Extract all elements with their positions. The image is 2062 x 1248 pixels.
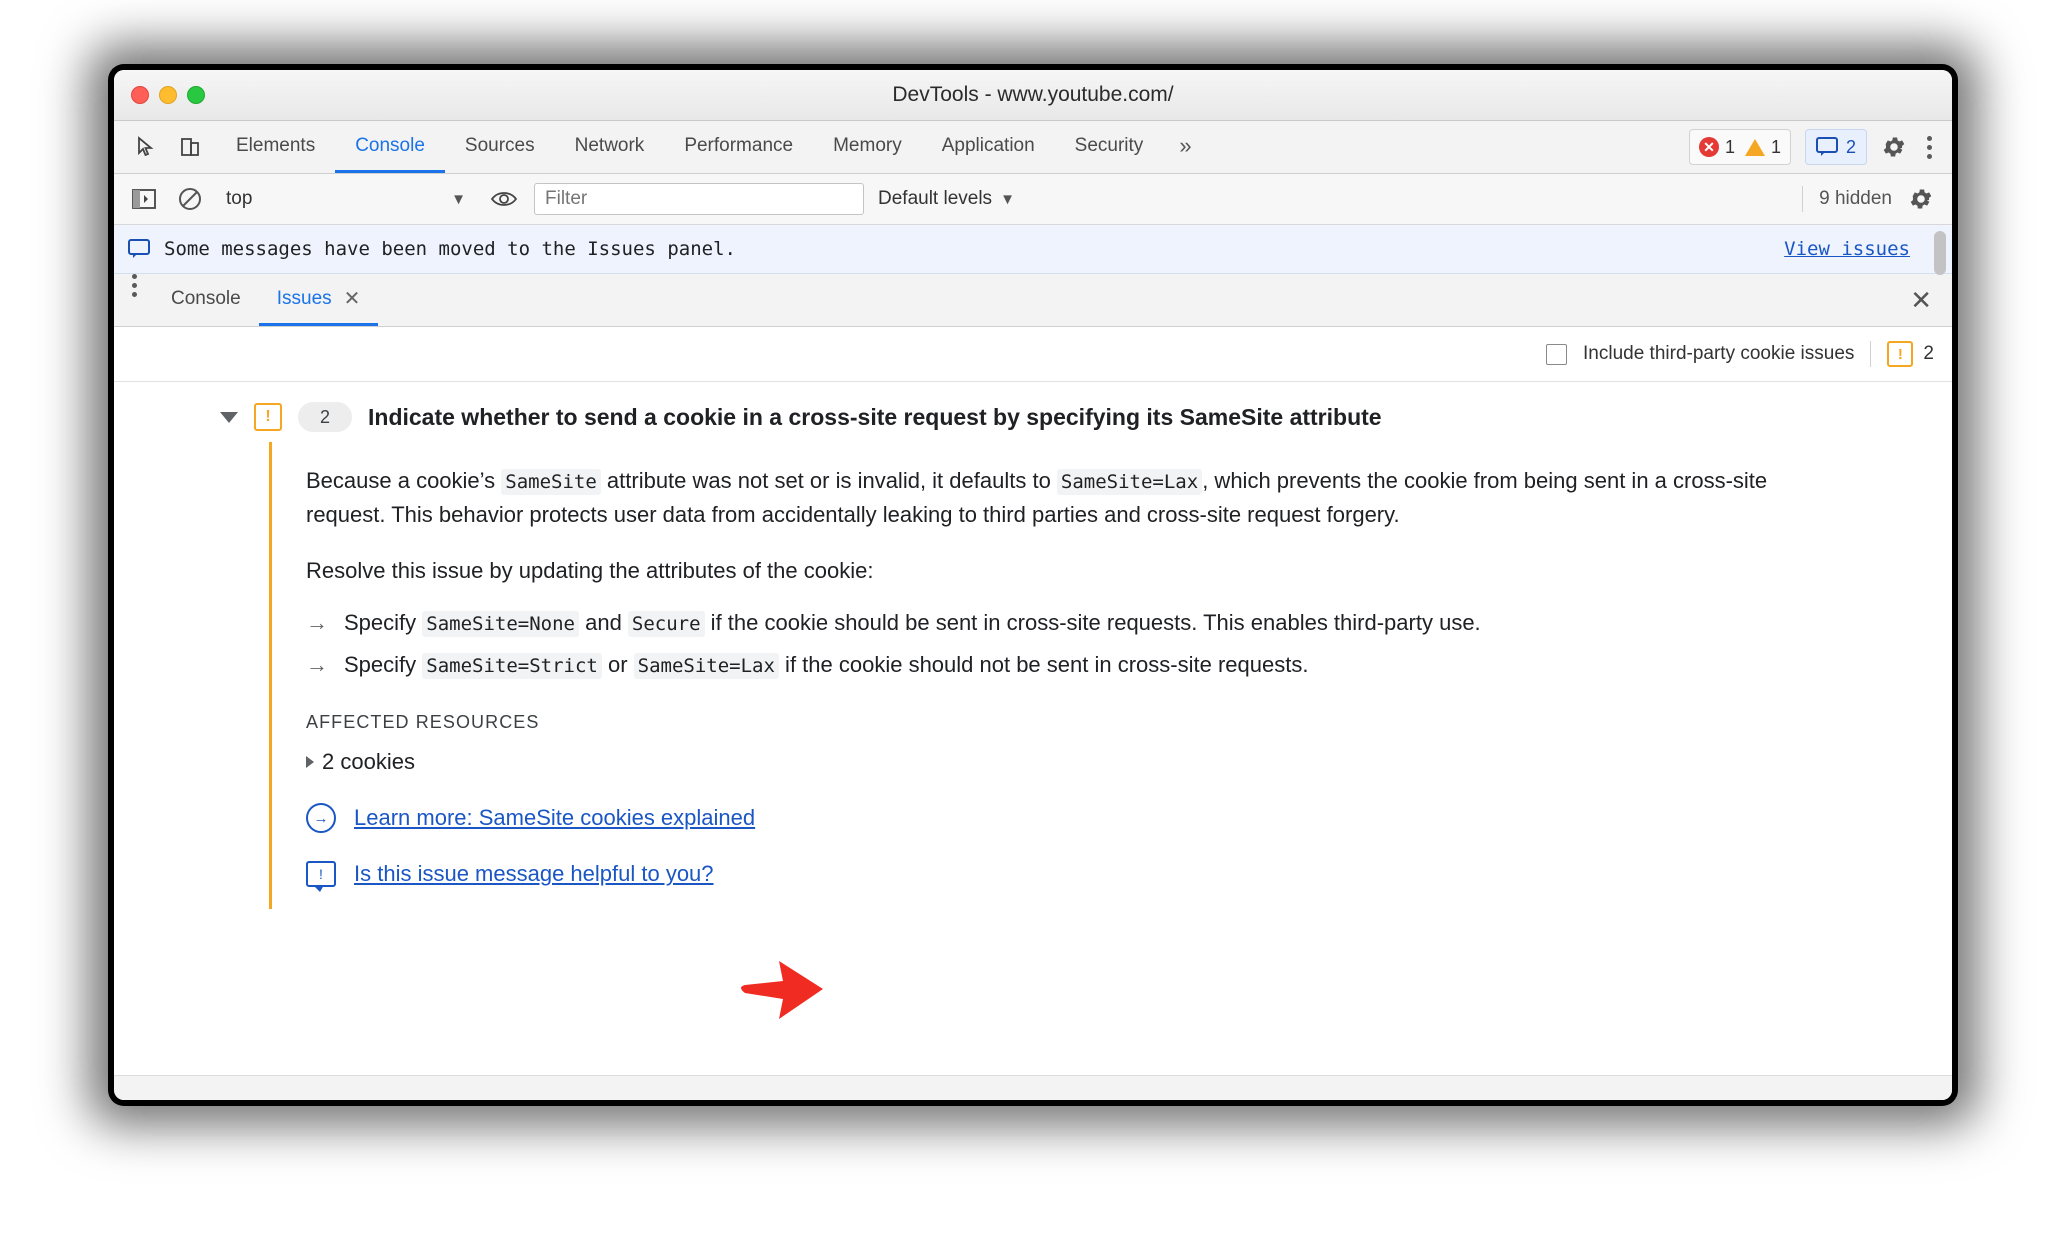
devtools-menu-icon[interactable] xyxy=(1921,136,1938,159)
issue-counters[interactable] xyxy=(1689,129,1791,165)
settings-gear-icon[interactable] xyxy=(1881,134,1907,160)
moved-messages-banner xyxy=(114,225,1952,274)
warning-icon: ! xyxy=(1887,341,1913,367)
window-bottom-strip xyxy=(114,1075,1952,1100)
warning-count: 1 xyxy=(1770,136,1781,157)
issue-title: Indicate whether to send a cookie in a cross-site request by specifying its SameSite attribute xyxy=(368,403,1382,430)
paragraph1-text-1: Because a cookie’s xyxy=(306,468,502,493)
devtools-window xyxy=(114,70,1952,1100)
tab-performance[interactable]: Performance xyxy=(684,134,794,156)
chevron-down-icon: ▼ xyxy=(451,190,466,208)
bullet-1-content xyxy=(344,610,1481,636)
code-samesite-lax-2: SameSite=Lax xyxy=(634,653,779,679)
warning-icon xyxy=(1745,139,1765,156)
arrow-right-icon: → xyxy=(306,652,328,678)
issues-toolbar xyxy=(114,327,1952,382)
feedback-icon: ! xyxy=(306,861,336,887)
log-levels-label: Default levels xyxy=(878,188,993,209)
console-toolbar xyxy=(114,174,1952,225)
devtools-tabbar-icons xyxy=(114,121,216,173)
learn-more-row[interactable] xyxy=(306,803,1952,833)
bullet2-text-2: or xyxy=(601,652,634,678)
chevron-right-icon[interactable] xyxy=(306,756,314,768)
issues-toolbar-divider xyxy=(1870,341,1871,367)
issue-paragraph-2: Resolve this issue by updating the attributes of the cookie: xyxy=(306,558,874,584)
affected-resource-cookies[interactable] xyxy=(306,749,1952,775)
drawer-tab-console[interactable] xyxy=(153,274,259,326)
devtools-tabbar xyxy=(114,121,1952,174)
execution-context-value: top xyxy=(226,188,253,209)
hidden-messages-label[interactable]: 9 hidden xyxy=(1819,188,1892,209)
arrow-right-icon: → xyxy=(306,610,328,636)
view-issues-link[interactable]: View issues xyxy=(1784,238,1910,260)
code-samesite-strict: SameSite=Strict xyxy=(422,653,602,679)
feedback-row[interactable] xyxy=(306,861,1952,887)
expand-caret-icon[interactable] xyxy=(220,412,238,423)
tab-security[interactable]: Security xyxy=(1074,134,1144,156)
issue-bullet-2 xyxy=(306,652,1952,678)
tab-network[interactable]: Network xyxy=(574,134,645,156)
console-toolbar-right xyxy=(1802,186,1938,212)
bullet1-text-1: Specify xyxy=(344,610,423,636)
error-counter[interactable] xyxy=(1699,137,1735,158)
code-samesite-lax: SameSite=Lax xyxy=(1057,469,1202,495)
console-sidebar-icon[interactable] xyxy=(128,184,160,214)
close-issues-tab-icon[interactable]: ✕ xyxy=(343,288,361,310)
drawer-tab-console-label: Console xyxy=(171,287,241,309)
paragraph1-text-3: , which prevents the cookie from being sent in a cross-site request. This behavior protects user data from accidentally leaking to third parties and cross-site request forgery. xyxy=(306,468,1768,528)
message-counter[interactable] xyxy=(1805,129,1867,165)
issues-count: 2 xyxy=(1923,343,1934,364)
console-settings-gear-icon[interactable] xyxy=(1908,186,1934,212)
close-drawer-button[interactable]: ✕ xyxy=(1910,284,1932,315)
chevron-down-icon: ▼ xyxy=(1000,190,1015,208)
feedback-link[interactable]: Is this issue message helpful to you? xyxy=(354,861,714,887)
clear-console-icon[interactable] xyxy=(174,184,206,214)
tab-console[interactable]: Console xyxy=(335,121,445,173)
console-scrollbar[interactable] xyxy=(1934,231,1946,275)
drawer-tab-issues-label: Issues xyxy=(276,287,332,309)
window-title: DevTools - www.youtube.com/ xyxy=(892,83,1174,106)
bullet2-text-1: Specify xyxy=(344,652,423,678)
bullet1-text-2: and xyxy=(578,610,628,636)
issue-count-badge: 2 xyxy=(298,402,352,432)
affected-resource-label: 2 cookies xyxy=(322,749,415,775)
tab-elements[interactable]: Elements xyxy=(236,134,316,156)
devtools-tabbar-right xyxy=(1689,121,1952,173)
tab-sources[interactable]: Sources xyxy=(464,134,535,156)
tab-memory[interactable]: Memory xyxy=(833,134,902,156)
message-count: 2 xyxy=(1845,136,1856,157)
error-count: 1 xyxy=(1724,136,1735,157)
bullet2-text-3: if the cookie should not be sent in cross-site requests. xyxy=(778,652,1309,678)
issue-paragraph-1 xyxy=(306,464,1836,532)
warning-counter[interactable] xyxy=(1745,137,1781,158)
annotation-arrow xyxy=(735,955,825,1025)
bullet1-text-3: if the cookie should be sent in cross-site requests. This enables third-party use. xyxy=(704,610,1481,636)
issues-list xyxy=(114,382,1952,1075)
paragraph1-text-2: attribute was not set or is invalid, it defaults to xyxy=(600,468,1057,493)
third-party-cookies-checkbox[interactable] xyxy=(1546,344,1567,365)
issue-bullet-1 xyxy=(306,610,1952,636)
device-toolbar-icon[interactable] xyxy=(174,132,206,162)
code-samesite: SameSite xyxy=(501,469,601,495)
banner-text: Some messages have been moved to the Issues panel. xyxy=(164,238,736,260)
message-icon xyxy=(128,239,150,259)
devtools-tabs xyxy=(216,121,1208,173)
code-samesite-none: SameSite=None xyxy=(422,611,579,637)
inspect-element-icon[interactable] xyxy=(130,132,162,162)
warning-icon: ! xyxy=(254,403,282,431)
issues-count-group xyxy=(1887,341,1934,367)
error-icon: ✕ xyxy=(1699,137,1719,157)
drawer-tabbar xyxy=(114,274,1952,327)
more-tabs-button[interactable]: » xyxy=(1179,132,1192,158)
code-secure: Secure xyxy=(628,611,705,637)
affected-resources-label: AFFECTED RESOURCES xyxy=(306,712,540,733)
message-icon xyxy=(1816,137,1838,157)
learn-more-link[interactable]: Learn more: SameSite cookies explained xyxy=(354,805,756,831)
live-expression-eye-icon[interactable] xyxy=(488,184,520,214)
window-titlebar xyxy=(114,70,1952,121)
filter-input[interactable] xyxy=(534,183,864,215)
drawer-menu-icon[interactable] xyxy=(114,274,153,326)
tab-application[interactable]: Application xyxy=(941,134,1035,156)
issue-header[interactable] xyxy=(114,382,1952,442)
drawer-tab-issues[interactable] xyxy=(259,274,379,326)
log-levels-select[interactable] xyxy=(878,188,1015,210)
bullet-2-content xyxy=(344,652,1308,678)
toolbar-divider xyxy=(1802,186,1803,212)
third-party-cookies-label[interactable]: Include third-party cookie issues xyxy=(1583,343,1855,364)
issue-details xyxy=(269,442,1952,909)
execution-context-select[interactable] xyxy=(220,183,474,215)
external-link-icon: → xyxy=(306,803,336,833)
